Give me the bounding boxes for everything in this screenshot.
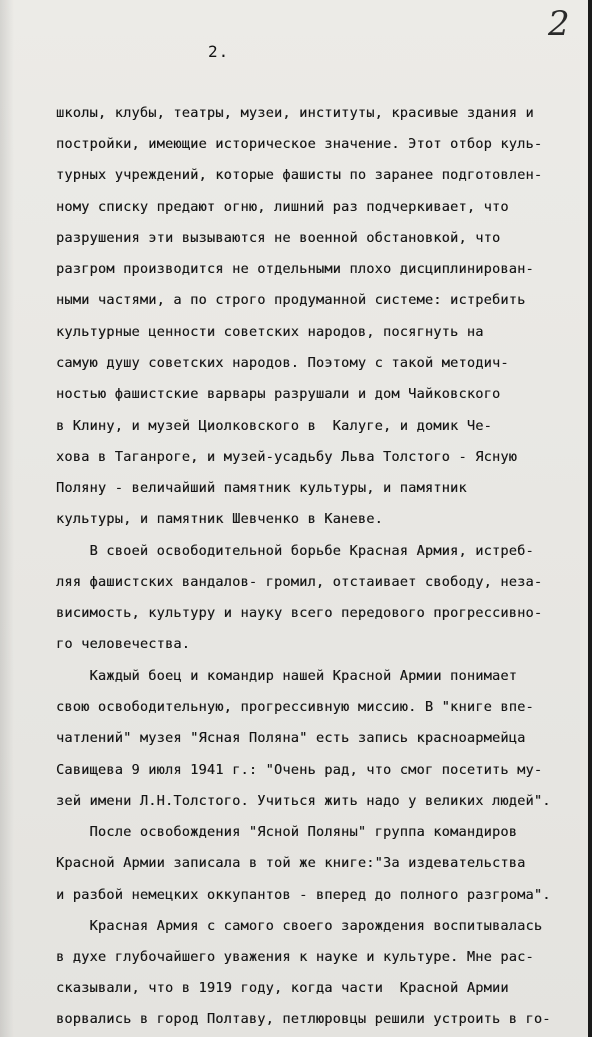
text-line: ляя фашистских вандалов- громил, отстаивает свободу, неза- <box>56 574 543 590</box>
typed-page-number: 2. <box>208 42 230 61</box>
text-line: постройки, имеющие историческое значение. Этот отбор куль- <box>56 136 543 152</box>
text-line: ными частями, а по строго продуманной системе: истребить <box>56 292 526 308</box>
text-line: ному списку предают огню, лишний раз подчеркивает, что <box>56 199 509 215</box>
text-line: турных учреждений, которые фашисты по заранее подготовлен- <box>56 167 543 183</box>
text-line: сказывали, что в 1919 году, когда части Красной Армии <box>56 980 509 996</box>
text-line: Каждый боец и командир нашей Красной Армии понимает <box>56 668 518 684</box>
handwritten-page-number: 2 <box>548 4 570 44</box>
text-line: и разбой немецких оккупантов - вперед до полного разгрома". <box>56 887 551 903</box>
page-edge-shadow <box>588 0 592 1037</box>
text-line: культурные ценности советских народов, посягнуть на <box>56 324 484 340</box>
text-line: в духе глубочайшего уважения к науке и культуре. Мне рас- <box>56 949 534 965</box>
text-line: го человечества. <box>56 636 191 652</box>
text-line: культуры, и памятник Шевченко в Каневе. <box>56 511 383 527</box>
text-line: зей имени Л.Н.Толстого. Учиться жить надо у великих людей". <box>56 793 551 809</box>
text-line: школы, клубы, театры, музеи, институты, красивые здания и <box>56 105 534 121</box>
text-line: Савищева 9 июля 1941 г.: "Очень рад, что смог посетить му- <box>56 762 543 778</box>
text-line: в Клину, и музей Циолковского в Калуге, и домик Че- <box>56 418 492 434</box>
text-line: Красная Армия с самого своего зарождения воспитывалась <box>56 918 543 934</box>
text-line: висимость, культуру и науку всего передового прогрессивно- <box>56 605 543 621</box>
text-line: Поляну - величайший памятник культуры, и памятник <box>56 480 467 496</box>
text-line: самую душу советских народов. Поэтому с такой методич- <box>56 355 509 371</box>
text-line: хова в Таганроге, и музей-усадьбу Льва Толстого - Ясную <box>56 449 518 465</box>
text-line: ностью фашистские варвары разрушали и дом Чайковского <box>56 386 501 402</box>
text-line: свою освободительную, прогрессивную миссию. В "книге впе- <box>56 699 534 715</box>
text-line: В своей освободительной борьбе Красная Армия, истреб- <box>56 543 534 559</box>
text-line: разгром производится не отдельными плохо дисциплинирован- <box>56 261 534 277</box>
text-line: ворвались в город Полтаву, петлюровцы решили устроить в го- <box>56 1011 551 1027</box>
text-line: Красной Армии записала в той же книге:"За издевательства <box>56 855 526 871</box>
text-line: чатлений" музея "Ясная Поляна" есть запись красноармейца <box>56 730 526 746</box>
text-line: разрушения эти вызываются не военной обстановкой, что <box>56 230 501 246</box>
text-line: После освобождения "Ясной Поляны" группа командиров <box>56 824 518 840</box>
